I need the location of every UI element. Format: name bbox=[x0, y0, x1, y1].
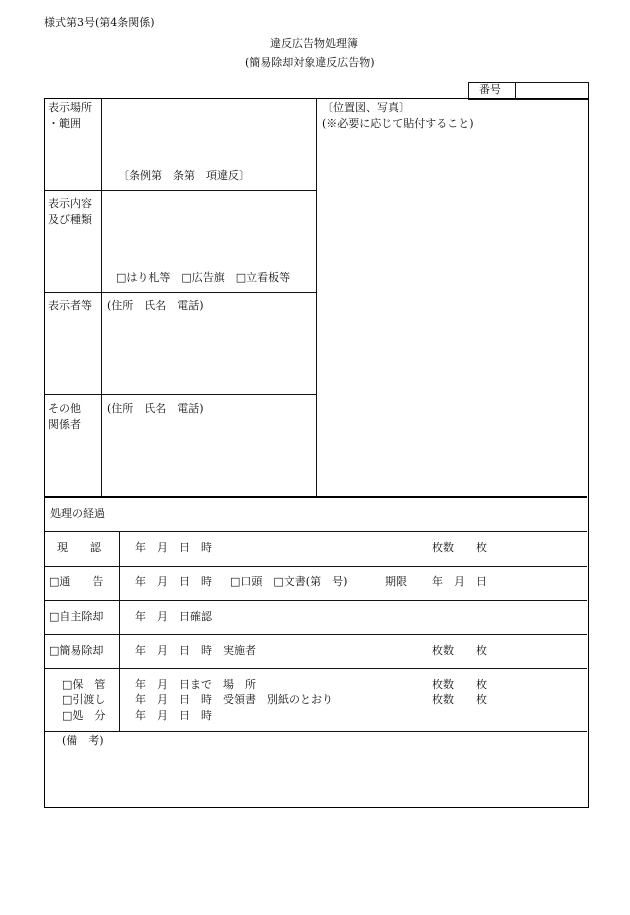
location-label-2: ・範囲 bbox=[48, 117, 81, 130]
others-label-1: その他 bbox=[48, 402, 81, 415]
form-title: 違反広告物処理簿 bbox=[270, 37, 358, 50]
content-label-2: 及び種類 bbox=[48, 213, 92, 226]
notice-date: 年 月 日 時 bbox=[135, 575, 212, 588]
disposal-label[interactable]: □処 分 bbox=[62, 709, 106, 722]
process-heading: 処理の経過 bbox=[50, 507, 105, 520]
notice-label[interactable]: □通 告 bbox=[49, 575, 104, 588]
others-fields: (住所 氏名 電話) bbox=[107, 402, 204, 415]
handover-date: 年 月 日 時 受領書 別紙のとおり bbox=[135, 693, 333, 706]
map-note: (※必要に応じて貼付すること) bbox=[322, 117, 474, 130]
form-number: 様式第3号(第4条関係) bbox=[44, 16, 155, 29]
number-field[interactable] bbox=[517, 83, 585, 97]
simple-removal-count: 枚数 枚 bbox=[432, 644, 487, 657]
others-label-2: 関係者 bbox=[48, 418, 81, 431]
form-subtitle: (簡易除却対象違反広告物) bbox=[245, 56, 375, 69]
confirm-label: 現 認 bbox=[57, 541, 101, 554]
content-label-1: 表示内容 bbox=[48, 197, 92, 210]
displayer-label: 表示者等 bbox=[48, 299, 92, 312]
displayer-fields: (住所 氏名 電話) bbox=[107, 299, 204, 312]
handover-label[interactable]: □引渡し bbox=[62, 693, 106, 706]
storage-count: 枚数 枚 bbox=[432, 678, 487, 691]
simple-removal-label[interactable]: □簡易除却 bbox=[49, 644, 104, 657]
notice-options[interactable]: □口頭 □文書(第 号) bbox=[230, 575, 348, 588]
voluntary-date: 年 月 日確認 bbox=[135, 610, 212, 623]
voluntary-label[interactable]: □自主除却 bbox=[49, 610, 104, 623]
notice-deadline-label: 期限 bbox=[385, 575, 407, 588]
ordinance-note: 〔条例第 条第 項違反〕 bbox=[118, 169, 250, 182]
ad-type-options[interactable]: □はり札等 □広告旗 □立看板等 bbox=[116, 271, 291, 284]
storage-label[interactable]: □保 管 bbox=[62, 678, 106, 691]
storage-date: 年 月 日まで 場 所 bbox=[135, 678, 256, 691]
map-label: 〔位置図、写真〕 bbox=[322, 101, 410, 114]
disposal-date: 年 月 日 時 bbox=[135, 709, 212, 722]
handover-count: 枚数 枚 bbox=[432, 693, 487, 706]
simple-removal-date: 年 月 日 時 実施者 bbox=[135, 644, 256, 657]
number-label: 番号 bbox=[479, 83, 501, 96]
remarks-label: (備 考) bbox=[62, 734, 104, 747]
confirm-count: 枚数 枚 bbox=[432, 541, 487, 554]
location-label-1: 表示場所 bbox=[48, 101, 92, 114]
notice-deadline-date: 年 月 日 bbox=[432, 575, 487, 588]
confirm-date: 年 月 日 時 bbox=[135, 541, 212, 554]
